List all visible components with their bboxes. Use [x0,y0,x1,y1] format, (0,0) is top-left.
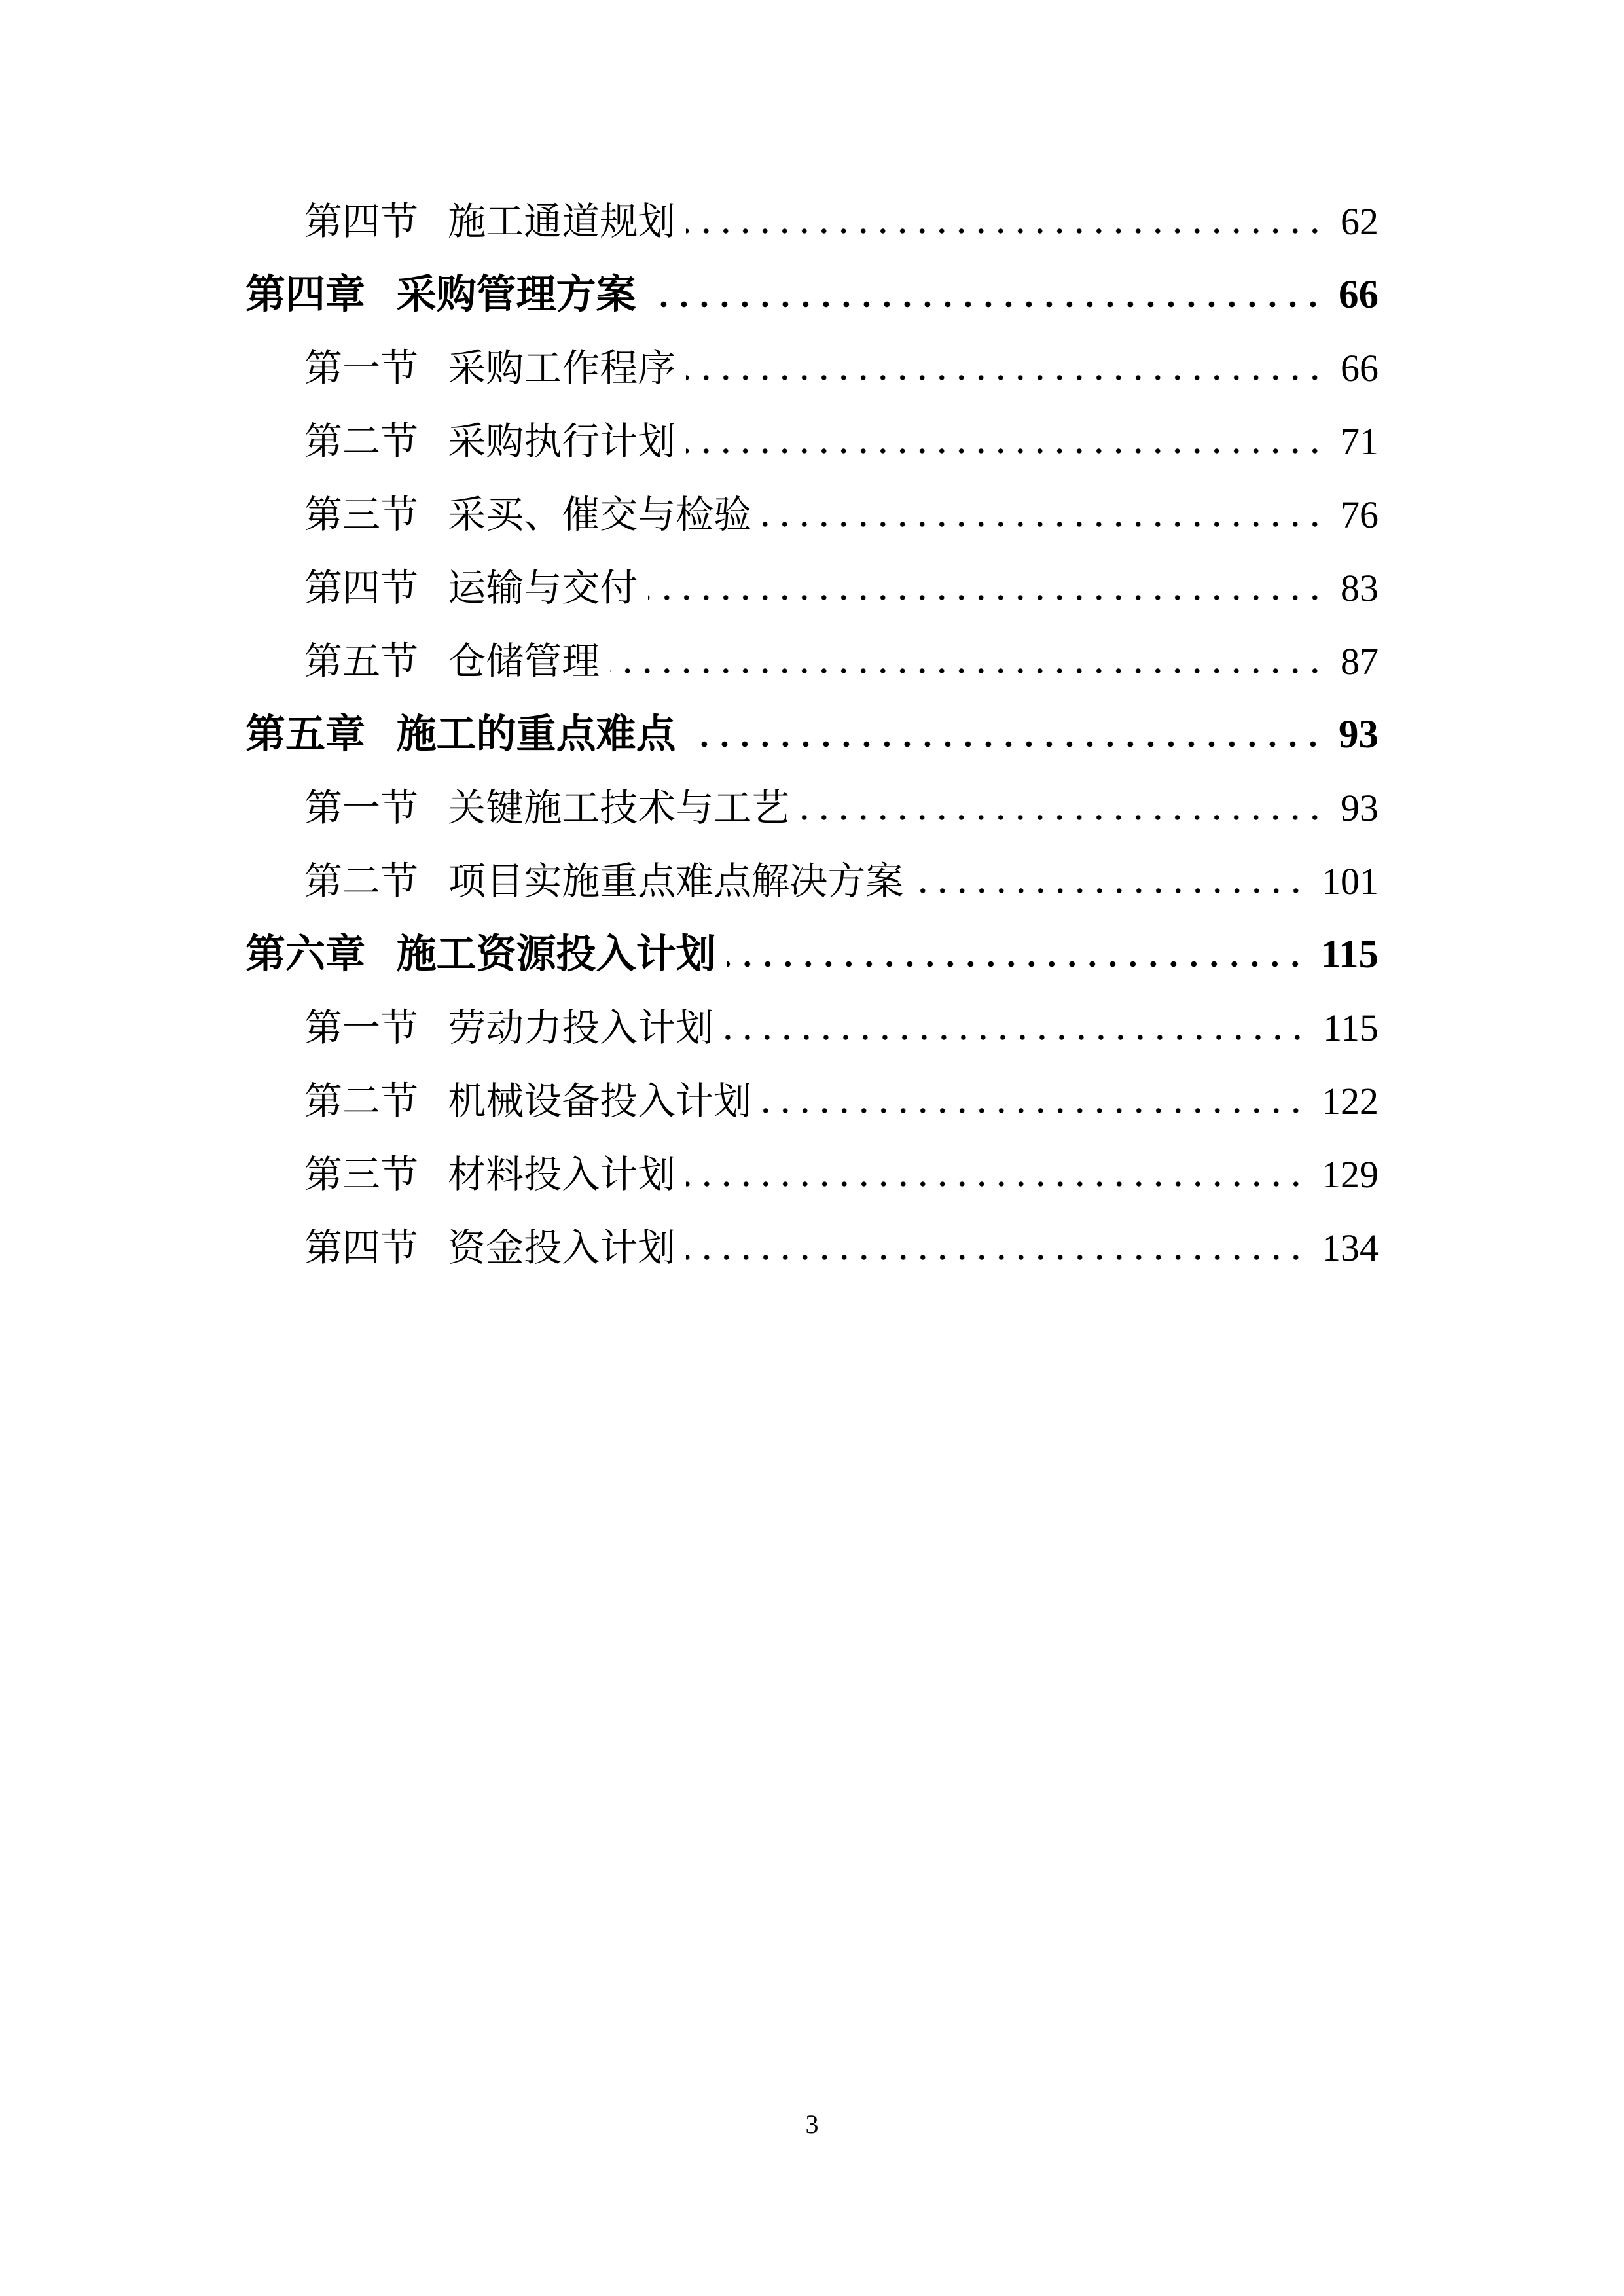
toc-entry-label: 第三节 [304,1153,419,1196]
toc-entry-label: 第四节 [304,567,419,609]
toc-entry-section [245,405,1379,478]
toc-leader-dots [686,448,1325,454]
toc-entry-label: 第五章 [245,713,366,757]
toc-entry-label: 第二节 [304,1080,419,1122]
toc-entry-title: 仓储管理 [448,640,600,683]
toc-entry-label: 第四节 [304,1227,419,1269]
toc-entry-page-number: 66 [1341,347,1379,389]
toc-entry-title: 施工通道规划 [448,200,676,243]
toc-entry-title: 机械设备投入计划 [448,1080,752,1122]
table-of-contents [245,185,1379,1285]
toc-entry-label: 第四章 [245,273,366,317]
toc-entry-section [245,478,1379,552]
toc-entry-page-number: 87 [1341,640,1379,683]
toc-leader-dots [914,888,1306,894]
toc-entry-label: 第一节 [304,1007,419,1049]
toc-entry-page-number: 93 [1339,713,1379,757]
toc-entry-page-number: 62 [1341,200,1379,243]
toc-entry-title: 劳动力投入计划 [448,1007,714,1049]
toc-entry-section [245,625,1379,698]
toc-leader-dots [727,961,1305,967]
toc-entry-label: 第四节 [304,200,419,243]
page-footer [0,2109,1624,2140]
toc-entry-chapter [245,259,1379,332]
toc-entry-page-number: 93 [1341,787,1379,829]
toc-entry-title: 材料投入计划 [448,1153,676,1196]
toc-entry-page-number: 115 [1320,933,1379,977]
toc-leader-dots [800,814,1325,821]
toc-entry-title: 项目实施重点难点解决方案 [448,860,904,903]
toc-entry-label: 第二节 [304,420,419,463]
toc-entry-title: 资金投入计划 [448,1227,676,1269]
toc-leader-dots [686,228,1325,234]
toc-entry-title: 运输与交付 [448,567,638,609]
toc-entry-chapter [245,698,1379,772]
toc-entry-section [245,1138,1379,1211]
toc-entry-label: 第三节 [304,493,419,536]
toc-leader-dots [687,741,1323,747]
toc-entry-page-number: 76 [1341,493,1379,536]
toc-entry-title: 采买、催交与检验 [448,493,752,536]
toc-entry-section [245,1065,1379,1138]
toc-entry-page-number: 101 [1322,860,1379,903]
toc-entry-section [245,992,1379,1065]
toc-entry-page-number: 129 [1322,1153,1379,1196]
toc-entry-label: 第二节 [304,860,419,903]
toc-entry-chapter [245,918,1379,992]
toc-entry-page-number: 122 [1322,1080,1379,1122]
toc-entry-title: 施工的重点难点 [396,713,676,757]
toc-entry-section [245,185,1379,259]
toc-entry-page-number: 71 [1341,420,1379,463]
toc-entry-section [245,845,1379,918]
toc-leader-dots [686,1254,1306,1261]
toc-entry-label: 第五节 [304,640,419,683]
toc-leader-dots [762,521,1325,528]
toc-leader-dots [647,301,1323,308]
toc-entry-section [245,772,1379,845]
toc-leader-dots [686,1181,1306,1187]
toc-entry-page-number: 134 [1322,1227,1379,1269]
toc-leader-dots [762,1107,1306,1114]
toc-entry-title: 采购管理方案 [396,273,636,317]
toc-entry-section [245,332,1379,405]
toc-entry-label: 第六章 [245,933,366,977]
toc-entry-section [245,552,1379,625]
toc-entry-page-number: 66 [1339,273,1379,317]
toc-leader-dots [610,668,1325,674]
toc-leader-dots [724,1034,1307,1041]
toc-entry-label: 第一节 [304,787,419,829]
toc-entry-title: 采购工作程序 [448,347,676,389]
toc-entry-page-number: 83 [1341,567,1379,609]
toc-entry-title: 关键施工技术与工艺 [448,787,790,829]
toc-leader-dots [686,374,1325,381]
toc-leader-dots [648,594,1325,601]
toc-entry-title: 施工资源投入计划 [396,933,716,977]
page-number: 3 [805,2109,819,2139]
toc-entry-title: 采购执行计划 [448,420,676,463]
toc-entry-section [245,1211,1379,1285]
toc-entry-label: 第一节 [304,347,419,389]
toc-entry-page-number: 115 [1323,1007,1379,1049]
